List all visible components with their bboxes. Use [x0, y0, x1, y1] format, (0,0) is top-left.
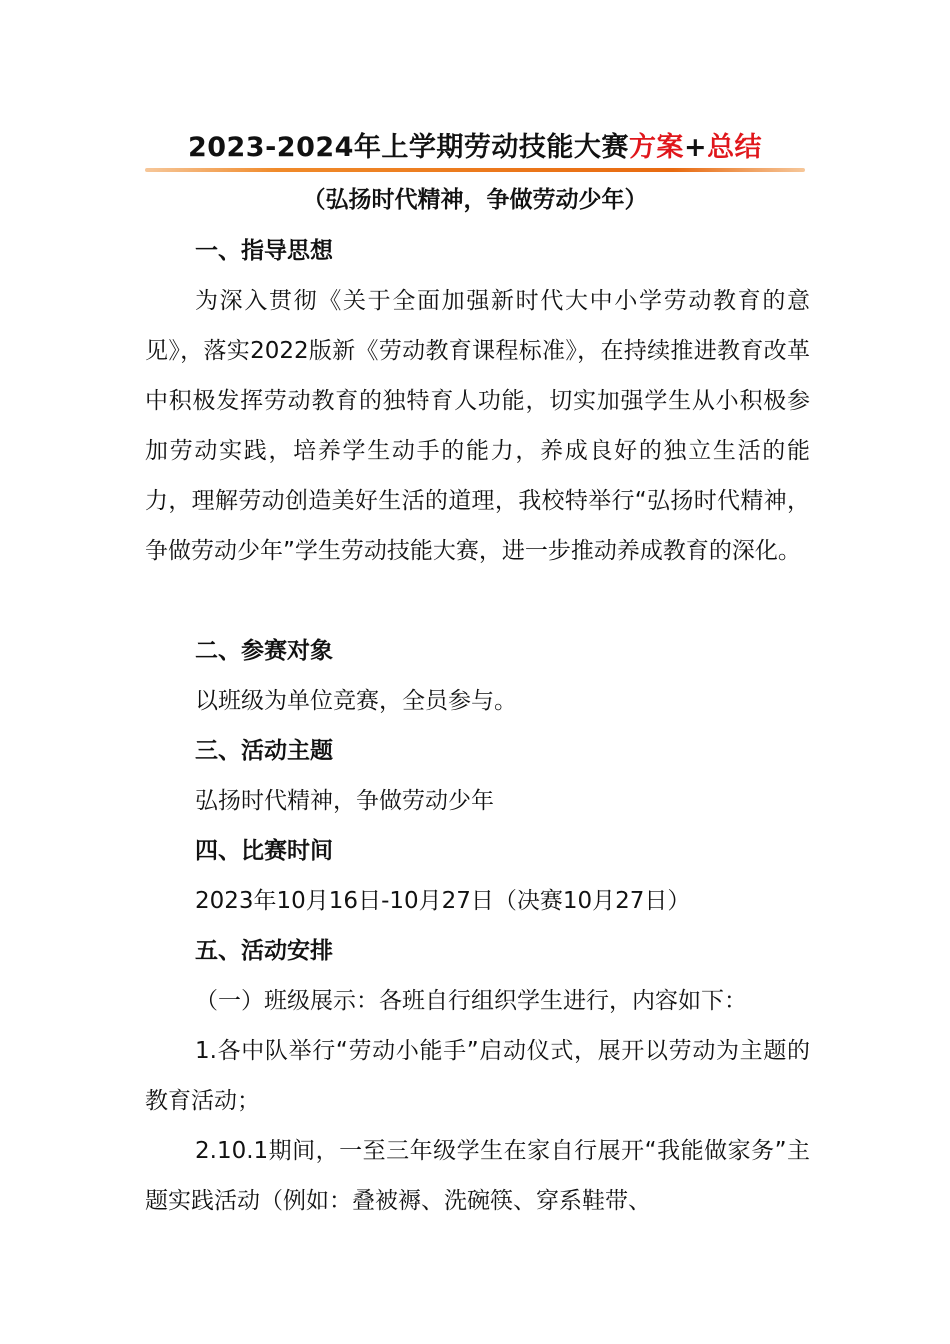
section-text-schedule: 2023年10月16日-10月27日（决赛10月27日）: [195, 888, 691, 914]
section-heading-guiding-ideology: 一、指导思想: [195, 238, 333, 264]
title-highlight-summary: 总结: [707, 132, 763, 163]
title-plus: +: [683, 132, 708, 163]
section-subheading-class-display: （一）班级展示：各班自行组织学生进行，内容如下：: [195, 988, 747, 1014]
section-text-theme: 弘扬时代精神，争做劳动少年: [195, 788, 494, 814]
title-underline: [145, 168, 805, 172]
document-subtitle: （弘扬时代精神，争做劳动少年）: [302, 187, 648, 213]
document-title: [145, 128, 805, 168]
section-heading-theme: 三、活动主题: [195, 738, 333, 764]
section-heading-schedule: 四、比赛时间: [195, 838, 333, 864]
list-item-2: 2.10.1期间，一至三年级学生在家自行展开“我能做家务”主题实践活动（例如：叠被褥、洗碗筷、穿系鞋带、: [145, 1138, 810, 1214]
section-heading-arrangement: 五、活动安排: [195, 938, 333, 964]
title-main: 2023-2024年上学期劳动技能大赛: [187, 132, 629, 163]
section-paragraph-guiding-ideology: 为深入贯彻《关于全面加强新时代大中小学劳动教育的意见》，落实2022版新《劳动教育课程标准》，在持续推进教育改革中积极发挥劳动教育的独特育人功能，切实加强学生从小积极参加劳动实践，培养学生动手的能力，养成良好的独立生活的能力，理解劳动创造美好生活的道理，我校特举行“弘扬时代精神，争做劳动少年”学生劳动技能大赛，进一步推动养成教育的深化。: [145, 288, 810, 564]
section-heading-participants: 二、参赛对象: [195, 638, 333, 664]
title-highlight-plan: 方案: [628, 132, 684, 163]
list-item-1: 1.各中队举行“劳动小能手”启动仪式，展开以劳动为主题的教育活动；: [145, 1038, 810, 1114]
section-text-participants: 以班级为单位竞赛，全员参与。: [195, 688, 517, 714]
